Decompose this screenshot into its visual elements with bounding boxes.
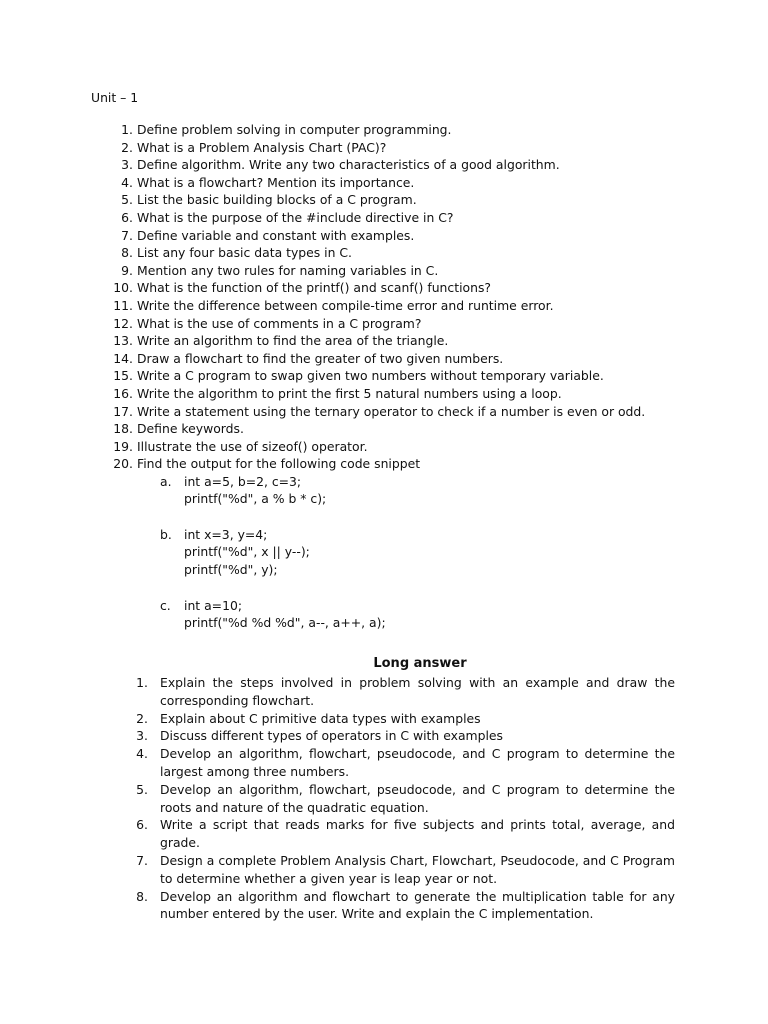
list-item (0, 403, 768, 421)
unit-title: Unit – 1 (91, 90, 139, 105)
list-item (0, 244, 768, 262)
item-number: 1. (121, 122, 133, 137)
item-text: What is a Problem Analysis Chart (PAC)? (137, 139, 387, 155)
item-text: List any four basic data types in C. (137, 245, 352, 261)
list-item (0, 121, 768, 139)
list-item (0, 297, 768, 315)
item-number: 2. (121, 139, 133, 155)
snippet-letter: b. (160, 526, 172, 542)
item-text: Explain about C primitive data types with examples (160, 710, 481, 726)
item-text: Write the algorithm to print the first 5 natural numbers using a loop. (137, 385, 562, 401)
list-item (0, 385, 768, 403)
item-number: 4. (121, 174, 133, 190)
item-text: Write a script that reads marks for five subjects and prints total, average, and grade. (160, 817, 675, 851)
snippet-letter: a. (160, 473, 172, 489)
list-item (0, 420, 768, 438)
code-line: printf("%d", x || y--); (184, 544, 310, 560)
item-text: Write a C program to swap given two numbers without temporary variable. (137, 368, 604, 384)
item-text: Define keywords. (137, 421, 244, 437)
code-snippet-b (0, 526, 768, 597)
item-number: 5. (136, 781, 148, 797)
short-questions-list (0, 121, 768, 633)
item-text: Write an algorithm to find the area of the triangle. (137, 333, 449, 349)
item-number: 14. (113, 350, 133, 366)
item-number: 8. (136, 888, 148, 904)
list-item (0, 209, 768, 227)
item-number: 17. (113, 403, 133, 419)
item-number: 5. (121, 192, 133, 208)
item-text: What is the use of comments in a C program? (137, 315, 422, 331)
item-text: Write the difference between compile-time error and runtime error. (137, 297, 554, 313)
list-item (0, 350, 768, 368)
long-answer-heading: Long answer (373, 656, 467, 671)
item-text: Discuss different types of operators in C with examples (160, 728, 503, 744)
item-text: Illustrate the use of sizeof() operator. (137, 438, 368, 454)
item-text: Mention any two rules for naming variables in C. (137, 262, 439, 278)
item-number: 13. (113, 333, 133, 349)
item-text: Develop an algorithm, flowchart, pseudocode, and C program to determine the largest among three numbers. (160, 746, 675, 779)
item-text: What is the purpose of the #include directive in C? (137, 209, 454, 225)
item-number: 1. (136, 675, 148, 690)
item-number: 18. (113, 421, 133, 437)
list-item (0, 438, 768, 456)
code-line: int x=3, y=4; (184, 526, 268, 542)
list-item (0, 174, 768, 192)
item-number: 20. (113, 456, 133, 472)
list-item (0, 674, 768, 710)
list-item (0, 888, 768, 924)
item-text: Develop an algorithm, flowchart, pseudocode, and C program to determine the roots and nature of the quadratic equation. (160, 781, 675, 815)
item-text: Explain the steps involved in problem solving with an example and draw the corresponding flowchart. (160, 675, 675, 708)
list-item (0, 227, 768, 245)
list-item (0, 332, 768, 350)
long-questions-list (0, 674, 768, 923)
item-number: 7. (136, 852, 148, 868)
item-number: 4. (136, 746, 148, 762)
code-snippet-a (0, 473, 768, 526)
item-text: Define algorithm. Write any two characteristics of a good algorithm. (137, 157, 560, 173)
list-item (0, 279, 768, 297)
item-number: 9. (121, 262, 133, 278)
list-item (0, 315, 768, 333)
item-text: What is the function of the printf() and scanf() functions? (137, 280, 491, 296)
item-text: List the basic building blocks of a C program. (137, 192, 417, 208)
list-item (0, 367, 768, 385)
item-number: 19. (113, 438, 133, 454)
code-line: int a=5, b=2, c=3; (184, 473, 302, 489)
code-snippet-c (0, 597, 768, 633)
list-item (0, 139, 768, 157)
list-item (0, 781, 768, 817)
item-number: 12. (113, 315, 133, 331)
code-line: int a=10; (184, 597, 243, 613)
item-number: 15. (113, 368, 133, 384)
item-number: 10. (113, 280, 133, 296)
list-item (0, 455, 768, 473)
item-text: Design a complete Problem Analysis Chart, Flowchart, Pseudocode, and C Program to determine whether a given year is leap year or not. (160, 852, 675, 886)
item-number: 2. (136, 710, 148, 726)
item-text: Define problem solving in computer programming. (137, 122, 452, 137)
item-text: Develop an algorithm and flowchart to generate the multiplication table for any number entered by the user. Write and explain the C implementation. (160, 888, 675, 922)
item-number: 16. (113, 385, 133, 401)
item-text: Draw a flowchart to find the greater of two given numbers. (137, 350, 504, 366)
item-number: 8. (121, 245, 133, 261)
item-number: 3. (121, 157, 133, 173)
item-text: What is a flowchart? Mention its importance. (137, 174, 415, 190)
item-text: Find the output for the following code snippet (137, 456, 421, 472)
item-number: 7. (121, 227, 133, 243)
snippet-letter: c. (160, 597, 171, 613)
item-number: 11. (113, 297, 133, 313)
list-item (0, 852, 768, 888)
list-item (0, 816, 768, 852)
list-item (0, 262, 768, 280)
item-number: 6. (121, 209, 133, 225)
list-item (0, 191, 768, 209)
list-item (0, 745, 768, 781)
code-line: printf("%d %d %d", a--, a++, a); (184, 615, 386, 631)
item-text: Write a statement using the ternary operator to check if a number is even or odd. (137, 403, 646, 419)
list-item (0, 156, 768, 174)
code-line: printf("%d", a % b * c); (184, 491, 327, 507)
list-item (0, 727, 768, 745)
list-item (0, 710, 768, 728)
code-line: printf("%d", y); (184, 562, 278, 578)
item-text: Define variable and constant with examples. (137, 227, 415, 243)
item-number: 6. (136, 817, 148, 833)
item-number: 3. (136, 728, 148, 744)
